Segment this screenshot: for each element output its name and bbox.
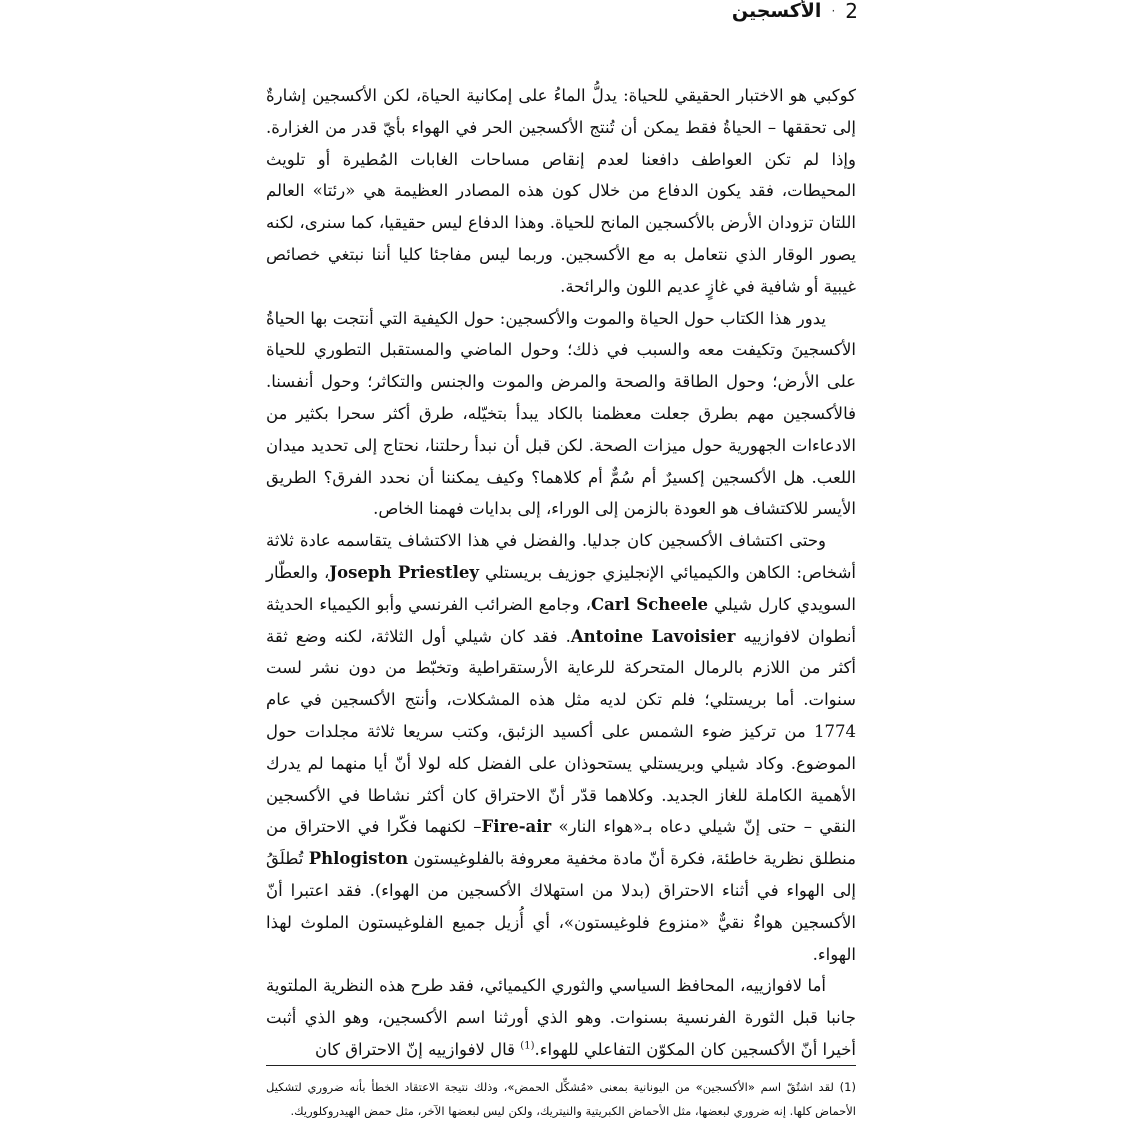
paragraph-3-text-b: ، والعطّار السويدي كارل شيلي (266, 562, 856, 614)
paragraph-1: كوكبي هو الاختبار الحقيقي للحياة: يدلُّ الماءُ على إمكانية الحياة، لكن الأكسجين إشارةٌ إلى تحققها – الحياةُ فقط يمكن أن تُنتج الأكسجين الحر في الهواء بأيّ قدر من الغزارة. وإذا لم تكن العواطف دافعنا لعدم إنقاص مساحات الغابات المُطيرة أو تلويث المحيطات، فقد يكون الدفاع من خلال كون هذه المصادر العظيمة هي «رئتا» العالم اللتان تزودان الأرض بالأكسجين المانح للحياة. وهذا الدفاع ليس حقيقيا، كما سنرى، لكنه يصور الوقار الذي نتعامل به مع الأكسجين. وربما ليس مفاجئا كليا أننا نبتغي خصائص غيبية أو شافية في غازٍ عديم اللون والرائحة. (266, 86, 856, 296)
name-joseph-priestley: Joseph Priestley (329, 562, 480, 582)
chapter-title: الأكسجين (731, 0, 822, 22)
paragraph-3-text-c: ، وجامع الضرائب الفرنسي وأبو الكيمياء الحديثة أنطوان لافوازييه (266, 594, 856, 646)
paragraph-3-text-f: تُطلَقُ إلى الهواء في أثناء الاحتراق (بدلا من استهلاك الأكسجين من الهواء). فقد اعتبرا أنّ الأكسجين هواءٌ نقيٌّ «منزوع فلوغيستون»، أي أُزيل جميع الفلوغيستون الملوث لهذا الهواء. (266, 849, 856, 964)
paragraph-2: يدور هذا الكتاب حول الحياة والموت والأكسجين: حول الكيفية التي أنتجت بها الحياةُ الأكسجينَ وتكيفت معه والسبب في ذلك؛ وحول الماضي والمستقبل التطوري للحياة على الأرض؛ وحول الطاقة والصحة والمرض والموت والجنس والتكاثر؛ وحول أنفسنا. فالأكسجين مهم بطرق جعلت معظمنا بالكاد يبدأ بتخيّله، طرق أكثر سحرا بكثير من الادعاءات الجهورية حول ميزات الصحة. لكن قبل أن نبدأ رحلتنا، نحتاج إلى تحديد ميدان اللعب. هل الأكسجين إكسيرٌ أم سُمٌّ أم كلاهما؟ وكيف يمكننا أن نحدد الفرق؟ الطريق الأيسر للاكتشاف هو العودة بالزمن إلى الوراء، إلى بدايات فهمنا الخاص. (266, 308, 856, 519)
body-text (266, 80, 856, 1066)
name-carl-scheele: Carl Scheele (590, 594, 708, 614)
paragraph-3-text-e: – لكنهما فكّرا في الاحتراق من منطلق نظرية خاطئة، فكرة أنّ مادة مخفية معروفة بالفلوغيستون (266, 817, 856, 869)
paragraph-4-text-b: قال لافوازييه إنّ الاحتراق كان (314, 1039, 521, 1059)
footnote: (1) لقد اشتُقّ اسم «الأكسجين» من اليونانية بمعنى «مُشكِّل الحمض»، وذلك نتيجة الاعتقاد الخطأ بأنه ضروري لتشكيل الأحماض كلها. إنه ضروري لبعضها، مثل الأحماض الكبريتية والنيتريك، ولكن ليس لبعضها الآخر، مثل حمض الهيدروكلوريك. (266, 1080, 856, 1118)
term-phlogiston: Phlogiston (308, 849, 409, 869)
footnote-reference[interactable]: (1) (520, 1040, 535, 1052)
name-antoine-lavoisier: Antoine Lavoisier (570, 626, 736, 646)
paragraph-4 (266, 970, 856, 1065)
paragraph-3-text-d: . فقد كان شيلي أول الثلاثة، لكنه وضع ثقة أكثر من اللازم بالرمال المتحركة للرعاية الأرستقراطية وتخبّط من دون نشر لست سنوات. أما بريستلي؛ فلم تكن لديه مثل هذه المشكلات، وأنتج الأكسجين في عام 1774 من تركيز ضوء الشمس على أكسيد الزئبق، وكتب سريعا ثلاثة مجلدات حول الموضوع. وكاد شيلي وبريستلي يستحوذان على الفضل كله لولا أنّ أيا منهما لم يدرك الأهمية الكاملة للغاز الجديد. وكلاهما قدّر أنّ الاحتراق كان أكثر نشاطا في الأكسجين النقي – حتى إنّ شيلي دعاه بـ«هواء النار» (266, 626, 857, 837)
footnote-divider (266, 1065, 856, 1066)
header-separator: · (831, 4, 836, 18)
paragraph-3-text-a: وحتى اكتشاف الأكسجين كان جدليا. والفضل في هذا الاكتشاف يتقاسمه عادة ثلاثة أشخاص: الكاهن والكيميائي الإنجليزي جوزيف بريستلي (266, 531, 856, 582)
paragraph-4-text-a: أما لافوازييه، المحافظ السياسي والثوري الكيميائي، فقد طرح هذه النظرية الملتوية جانبا قبل الثورة الفرنسية بسنوات. وهو الذي أورثنا اسم الأكسجين، وهو الذي أثبت أخيرا أنّ الأكسجين كان المكوّن التفاعلي للهواء. (266, 976, 856, 1059)
page-number: 2 (845, 0, 858, 23)
paragraph-3 (266, 525, 856, 970)
running-header (732, 0, 858, 22)
term-fire-air: Fire-air (481, 817, 552, 837)
